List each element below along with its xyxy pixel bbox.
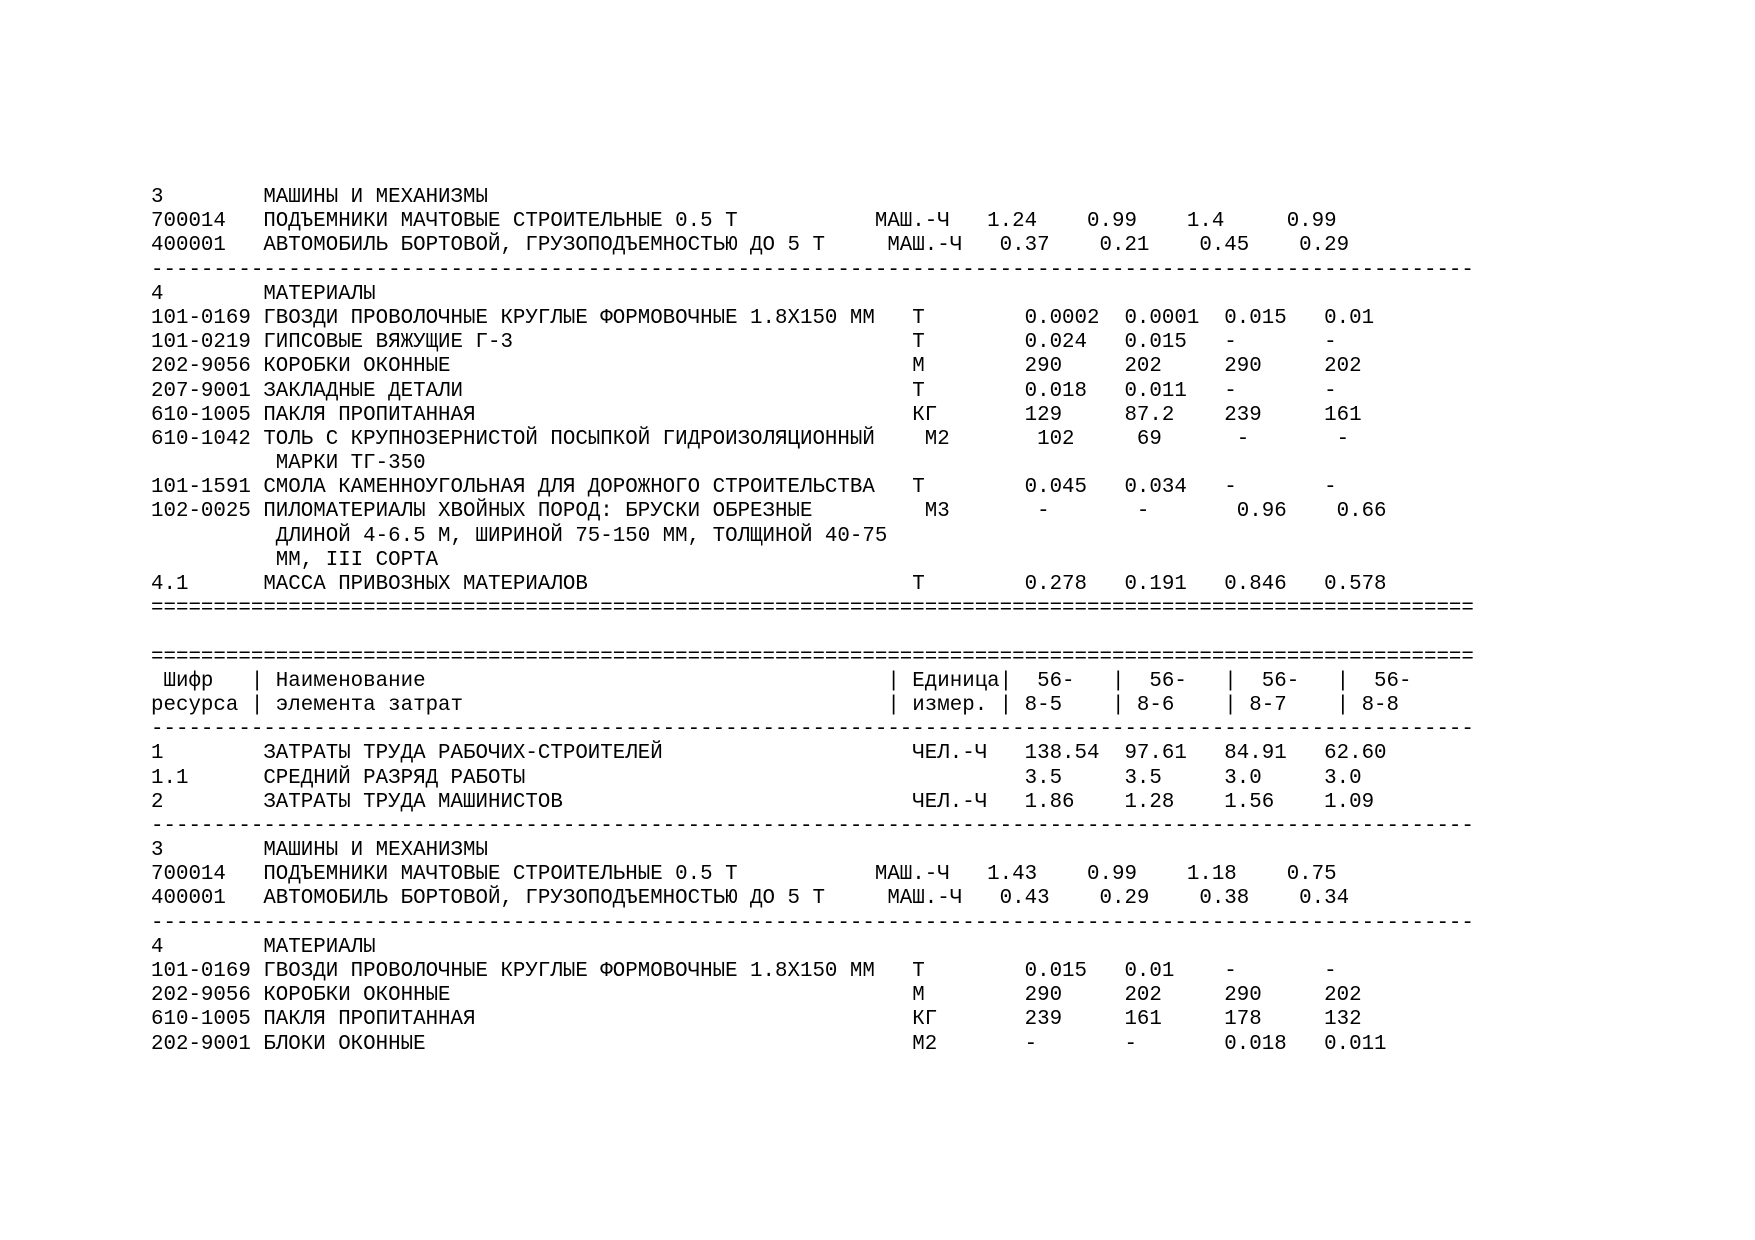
document-line: 101-1591 СМОЛА КАМЕННОУГОЛЬНАЯ ДЛЯ ДОРОЖНОГО СТРОИТЕЛЬСТВА Т 0.045 0.034 - -	[151, 476, 1337, 500]
document-line: Шифр | Наименование | Единица| 56- | 56- | 56- | 56-	[151, 669, 1412, 693]
document-line: 2 ЗАТРАТЫ ТРУДА МАШИНИСТОВ ЧЕЛ.-Ч 1.86 1.28 1.56 1.09	[151, 790, 1375, 814]
document-line: 101-0169 ГВОЗДИ ПРОВОЛОЧНЫЕ КРУГЛЫЕ ФОРМОВОЧНЫЕ 1.8Х150 ММ Т 0.0002 0.0001 0.015 0.01	[151, 306, 1375, 330]
document-line: 400001 АВТОМОБИЛЬ БОРТОВОЙ, ГРУЗОПОДЪЕМНОСТЬЮ ДО 5 Т МАШ.-Ч 0.43 0.29 0.38 0.34	[151, 887, 1350, 911]
document-line: ----------------------------------------------------------------------------------------------------------	[151, 718, 1474, 742]
document-line: 3 МАШИНЫ И МЕХАНИЗМЫ	[151, 186, 488, 209]
document-line: 202-9056 КОРОБКИ ОКОННЫЕ М 290 202 290 202	[151, 984, 1362, 1008]
document-line: 4 МАТЕРИАЛЫ	[151, 282, 376, 306]
document-line: 1.1 СРЕДНИЙ РАЗРЯД РАБОТЫ 3.5 3.5 3.0 3.0	[151, 766, 1362, 790]
document-line: 101-0169 ГВОЗДИ ПРОВОЛОЧНЫЕ КРУГЛЫЕ ФОРМОВОЧНЫЕ 1.8Х150 ММ Т 0.015 0.01 - -	[151, 960, 1337, 983]
document-line: ==========================================================================================================	[151, 597, 1474, 621]
document-line: 207-9001 ЗАКЛАДНЫЕ ДЕТАЛИ Т 0.018 0.011 - -	[151, 379, 1337, 403]
document-line: ----------------------------------------------------------------------------------------------------------	[151, 258, 1474, 282]
document-line: 202-9001 БЛОКИ ОКОННЫЕ М2 - - 0.018 0.011	[151, 1032, 1387, 1056]
document-line: МАРКИ ТГ-350	[151, 452, 426, 476]
document-line: 700014 ПОДЪЕМНИКИ МАЧТОВЫЕ СТРОИТЕЛЬНЫЕ 0.5 Т МАШ.-Ч 1.24 0.99 1.4 0.99	[151, 210, 1337, 234]
document-line: 4 МАТЕРИАЛЫ	[151, 935, 376, 959]
document-line: ==========================================================================================================	[151, 645, 1474, 669]
document-line: 4.1 МАССА ПРИВОЗНЫХ МАТЕРИАЛОВ Т 0.278 0.191 0.846 0.578	[151, 573, 1387, 596]
document-line: 400001 АВТОМОБИЛЬ БОРТОВОЙ, ГРУЗОПОДЪЕМНОСТЬЮ ДО 5 Т МАШ.-Ч 0.37 0.21 0.45 0.29	[151, 234, 1350, 258]
document-line: ----------------------------------------------------------------------------------------------------------	[151, 911, 1474, 935]
document-line: 102-0025 ПИЛОМАТЕРИАЛЫ ХВОЙНЫХ ПОРОД: БРУСКИ ОБРЕЗНЫЕ М3 - - 0.96 0.66	[151, 500, 1387, 524]
document-line: 610-1005 ПАКЛЯ ПРОПИТАННАЯ КГ 129 87.2 239 161	[151, 403, 1362, 427]
document-line: 610-1042 ТОЛЬ С КРУПНОЗЕРНИСТОЙ ПОСЫПКОЙ ГИДРОИЗОЛЯЦИОННЫЙ М2 102 69 - -	[151, 427, 1350, 451]
document-line: ----------------------------------------------------------------------------------------------------------	[151, 814, 1474, 838]
document-line: 3 МАШИНЫ И МЕХАНИЗМЫ	[151, 839, 488, 863]
document-line: 700014 ПОДЪЕМНИКИ МАЧТОВЫЕ СТРОИТЕЛЬНЫЕ 0.5 Т МАШ.-Ч 1.43 0.99 1.18 0.75	[151, 863, 1337, 887]
document-page	[151, 186, 1601, 1057]
document-line: 101-0219 ГИПСОВЫЕ ВЯЖУЩИЕ Г-3 Т 0.024 0.015 - -	[151, 331, 1337, 355]
document-line: 202-9056 КОРОБКИ ОКОННЫЕ М 290 202 290 202	[151, 355, 1362, 379]
document-line: ресурса | элемента затрат | измер. | 8-5 | 8-6 | 8-7 | 8-8	[151, 693, 1400, 717]
document-line: 610-1005 ПАКЛЯ ПРОПИТАННАЯ КГ 239 161 178 132	[151, 1008, 1362, 1032]
document-line: 1 ЗАТРАТЫ ТРУДА РАБОЧИХ-СТРОИТЕЛЕЙ ЧЕЛ.-Ч 138.54 97.61 84.91 62.60	[151, 742, 1387, 766]
document-line: ДЛИНОЙ 4-6.5 М, ШИРИНОЙ 75-150 ММ, ТОЛЩИНОЙ 40-75	[151, 524, 888, 548]
document-line	[151, 621, 1601, 645]
document-line: ММ, III СОРТА	[151, 548, 439, 572]
